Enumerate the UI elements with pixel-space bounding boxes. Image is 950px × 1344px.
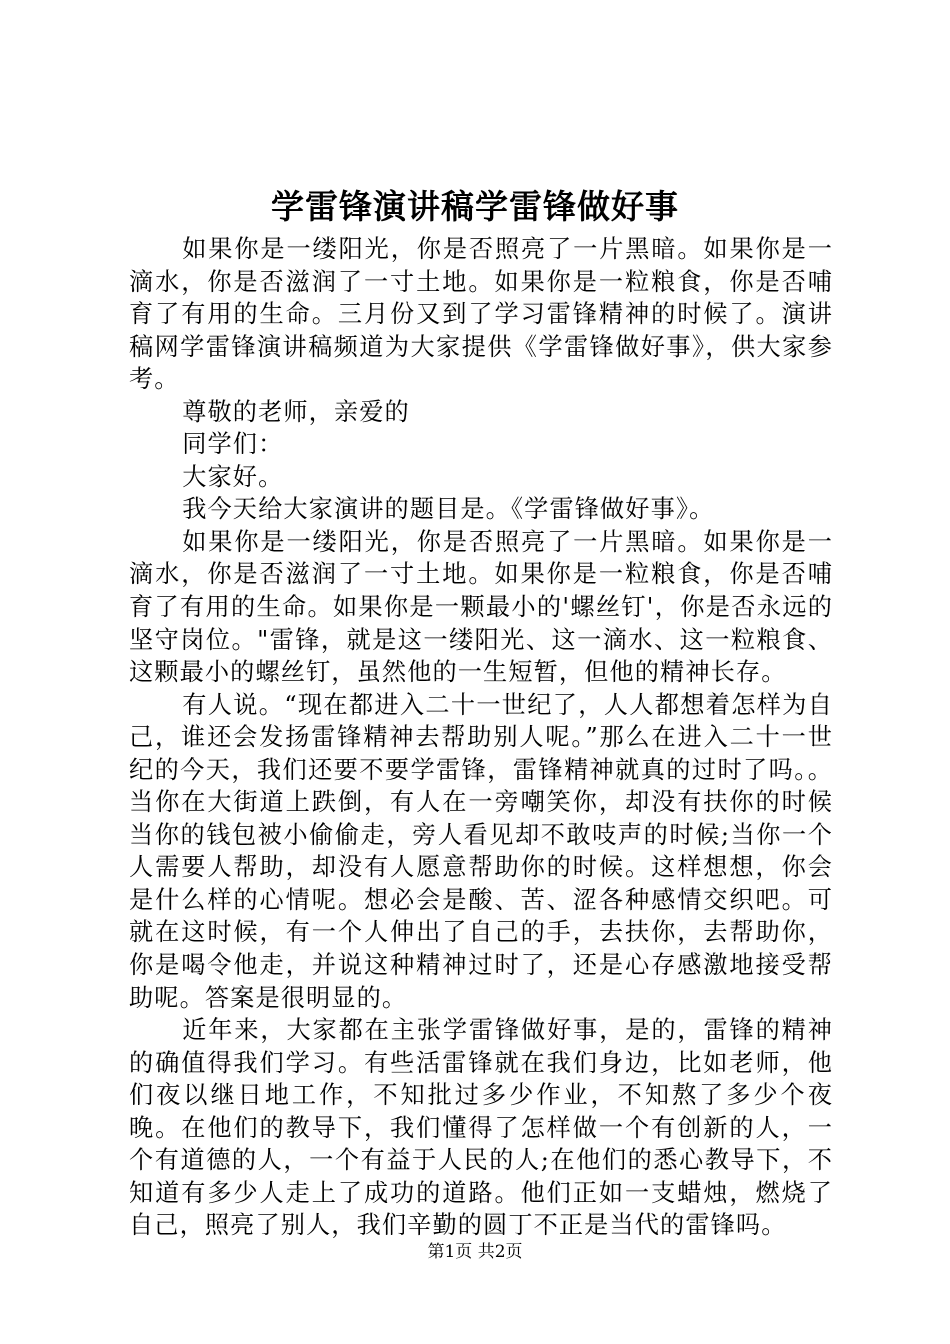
paragraph-recent-years: 近年来，大家都在主张学雷锋做好事，是的，雷锋的精神的确值得我们学习。有些活雷锋就在我们身边，比如老师，他们夜以继日地工作，不知批过多少作业，不知熬了多少个夜晚。在他们的教导下，我们懂得了怎样做一个有创新的人，一个有道德的人，一个有益于人民的人;在他们的悉心教导下，不知道有多少人走上了成功的道路。他们正如一支蜡烛，燃烧了自己，照亮了别人，我们辛勤的圆丁不正是当代的雷锋吗。: [129, 1016, 833, 1240]
paragraph-topic: 我今天给大家演讲的题目是。《学雷锋做好事》。: [182, 495, 715, 524]
page-number-footer: 第1页 共2页: [427, 1242, 523, 1262]
document-title: 学雷锋演讲稿学雷锋做好事: [271, 187, 679, 226]
paragraph-greeting: 大家好。: [182, 462, 284, 491]
paragraph-salutation-cont: 同学们：: [182, 430, 284, 459]
paragraph-salutation: 尊敬的老师，亲爱的: [182, 397, 410, 426]
paragraph-sunshine: 如果你是一缕阳光，你是否照亮了一片黑暗。如果你是一滴水，你是否滋润了一寸土地。如果你是一粒粮食，你是否哺育了有用的生命。如果你是一颗最小的'螺丝钉'，你是否永远的坚守岗位。"雷锋，就是这一缕阳光、这一滴水、这一粒粮食、这颗最小的螺丝钉，虽然他的一生短暂，但他的精神长存。: [129, 527, 833, 687]
paragraph-someone-says: 有人说。“现在都进入二十一世纪了，人人都想着怎样为自己，谁还会发扬雷锋精神去帮助别人呢。”那么在进入二十一世纪的今天，我们还要不要学雷锋，雷锋精神就真的过时了吗。。当你在大街道上跌倒，有人在一旁嘲笑你，却没有扶你的时候当你的钱包被小偷偷走，旁人看见却不敢吱声的时候;当你一个人需要人帮助，却没有人愿意帮助你的时候。这样想想，你会是什么样的心情呢。想必会是酸、苦、涩各种感情交织吧。可就在这时候，有一个人伸出了自己的手，去扶你，去帮助你，你是喝令他走，并说这种精神过时了，还是心存感激地接受帮助呢。答案是很明显的。: [129, 690, 833, 1012]
document-body: [129, 233, 833, 1242]
paragraph-intro: 如果你是一缕阳光，你是否照亮了一片黑暗。如果你是一滴水，你是否滋润了一寸土地。如果你是一粒粮食，你是否哺育了有用的生命。三月份又到了学习雷锋精神的时候了。演讲稿网学雷锋演讲稿频道为大家提供《学雷锋做好事》，供大家参考。: [129, 235, 833, 394]
